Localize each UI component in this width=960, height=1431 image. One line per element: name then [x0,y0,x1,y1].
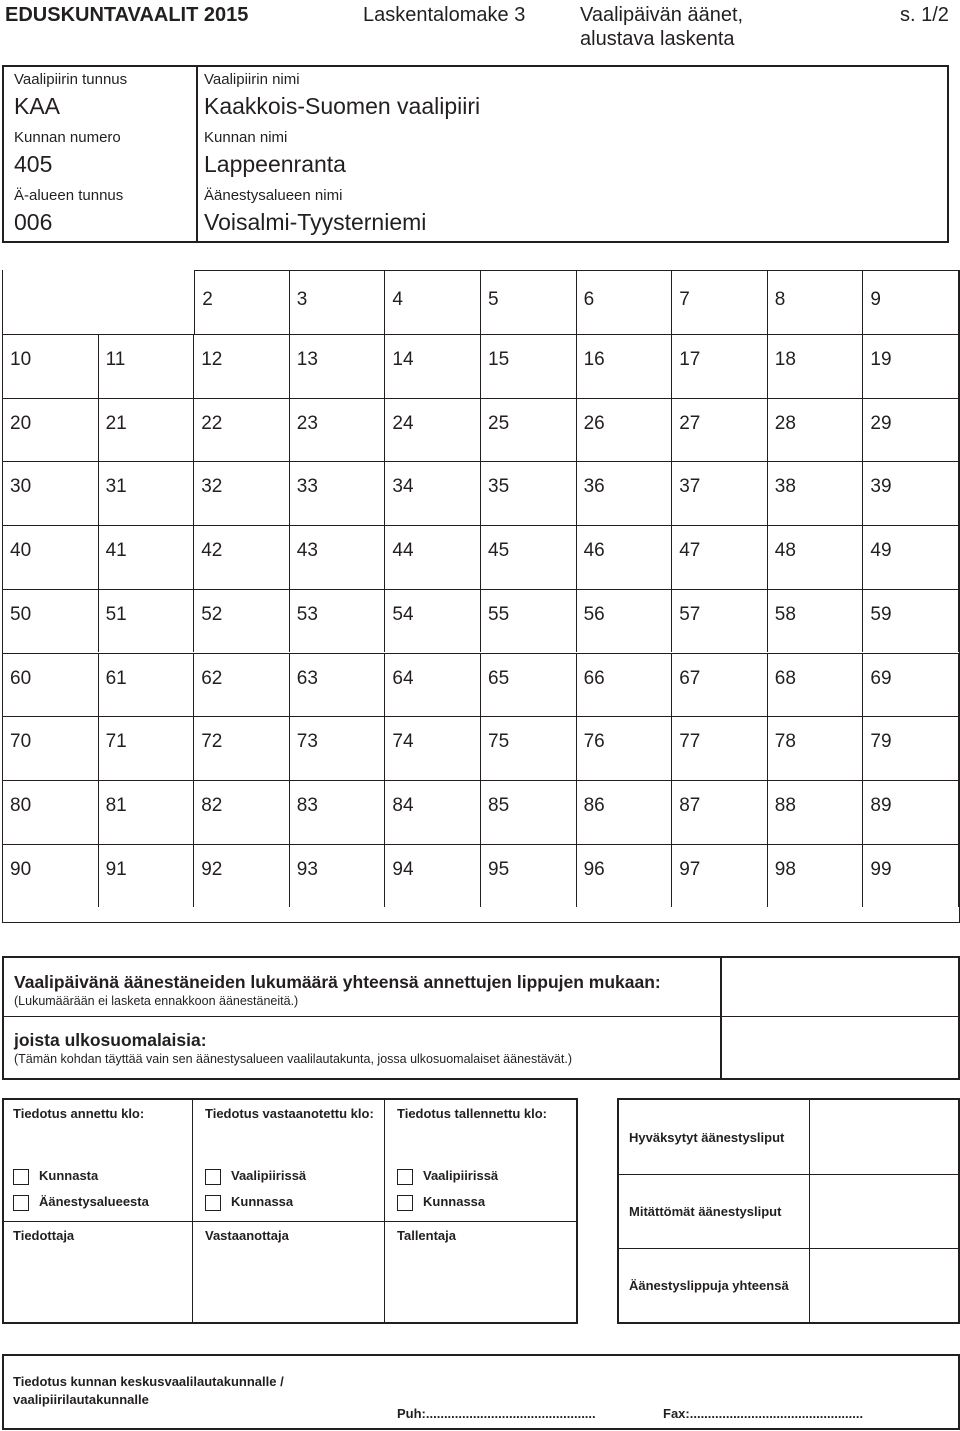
notice-box [2,1098,578,1324]
grid-cell[interactable]: 45 [481,525,577,589]
municipality-name: Lappeenranta [204,151,346,177]
grid-cell[interactable]: 30 [3,461,99,525]
district-code-label: Vaalipiirin tunnus [14,71,128,88]
grid-cell[interactable]: 61 [99,653,195,717]
save-option-municipality-label: Kunnassa [423,1194,486,1209]
area-name: Voisalmi-Tyysterniemi [204,209,427,235]
footer-line2: vaalipiirilautakunnalle [13,1392,149,1407]
grid-cell[interactable]: 47 [672,525,768,589]
grid-cell[interactable]: 9 [863,270,959,334]
grid-cell[interactable]: 44 [385,525,481,589]
sent-option-municipality[interactable] [13,1168,98,1185]
grid-cell[interactable]: 12 [194,334,290,398]
grid-cell[interactable]: 92 [194,844,290,908]
district-code: KAA [14,93,61,119]
ballots-div-1 [619,1174,958,1175]
notice-sep-1 [192,1100,193,1322]
municipality-name-label: Kunnan nimi [204,129,288,146]
municipality-no: 405 [14,151,53,177]
grid-cell[interactable]: 65 [481,653,577,717]
grid-cell[interactable]: 73 [290,716,386,780]
grid-cell[interactable]: 96 [577,844,673,908]
form-name: Laskentalomake 3 [363,4,526,26]
page-number: s. 1/2 [900,4,949,26]
grid-cell[interactable]: 25 [481,398,577,462]
recv-option-municipality[interactable] [205,1194,293,1211]
grid-cell[interactable]: 75 [481,716,577,780]
grid-cell[interactable]: 60 [3,653,99,717]
grid-cell[interactable]: 6 [577,270,673,334]
grid-cell[interactable]: 83 [290,780,386,844]
sent-option-municipality-label: Kunnasta [39,1168,99,1183]
grid-cell[interactable]: 43 [290,525,386,589]
grid-cell[interactable]: 81 [99,780,195,844]
grid-cell[interactable]: 76 [577,716,673,780]
grid-cell[interactable]: 64 [385,653,481,717]
grid-cell[interactable]: 41 [99,525,195,589]
notice-divider [4,1221,576,1222]
grid-cell[interactable]: 72 [194,716,290,780]
grid-cell[interactable]: 90 [3,844,99,908]
grid-cell[interactable]: 15 [481,334,577,398]
grid-cell[interactable]: 33 [290,461,386,525]
id-separator [196,67,198,241]
grid-cell[interactable]: 66 [577,653,673,717]
grid-cell[interactable]: 70 [3,716,99,780]
grid-cell[interactable]: 23 [290,398,386,462]
district-name: Kaakkois-Suomen vaalipiiri [204,93,481,119]
grid-cell[interactable]: 34 [385,461,481,525]
abroad-voters-field[interactable] [724,1020,954,1072]
grid-cell[interactable]: 63 [290,653,386,717]
grid-cell[interactable]: 68 [768,653,864,717]
grid-cell[interactable]: 14 [385,334,481,398]
saved-time-label: Tiedotus tallennettu klo: [397,1106,547,1121]
ballots-box [617,1098,960,1324]
grid-cell[interactable]: 21 [99,398,195,462]
grid-cell[interactable]: 57 [672,589,768,653]
grid-cell[interactable]: 82 [194,780,290,844]
grid-cell[interactable]: 56 [577,589,673,653]
grid-cell[interactable]: 91 [99,844,195,908]
sender-label: Tiedottaja [13,1228,75,1243]
grid-cell[interactable]: 40 [3,525,99,589]
saver-label: Tallentaja [397,1228,457,1243]
form-title-line1: Vaalipäivän äänet, [580,4,744,26]
grid-cell[interactable]: 52 [194,589,290,653]
grid-cell[interactable]: 20 [3,398,99,462]
grid-cell[interactable]: 8 [768,270,864,334]
sent-option-area-label: Äänestysalueesta [39,1194,149,1209]
grid-cell[interactable]: 59 [863,589,959,653]
grid-cell[interactable]: 50 [3,589,99,653]
grid-cell[interactable]: 49 [863,525,959,589]
grid-cell[interactable]: 97 [672,844,768,908]
notice-sep-2 [384,1100,385,1322]
grid-cell[interactable]: 51 [99,589,195,653]
ballots-div-2 [619,1248,958,1249]
checkbox-icon[interactable] [13,1169,29,1185]
grid-cell[interactable]: 86 [577,780,673,844]
area-code-label: Ä-alueen tunnus [14,187,124,204]
grid-cell[interactable]: 54 [385,589,481,653]
grid-cell[interactable]: 39 [863,461,959,525]
grid-cell[interactable]: 26 [577,398,673,462]
recv-option-district[interactable] [205,1168,306,1185]
grid-cell[interactable]: 13 [290,334,386,398]
grid-cell[interactable]: 77 [672,716,768,780]
grid-cell[interactable]: 53 [290,589,386,653]
grid-cell[interactable]: 93 [290,844,386,908]
grid-cell[interactable]: 95 [481,844,577,908]
save-option-district[interactable] [397,1168,498,1185]
grid-cell[interactable]: 79 [863,716,959,780]
area-code: 006 [14,209,53,235]
grid-cell[interactable]: 48 [768,525,864,589]
grid-cell[interactable]: 42 [194,525,290,589]
sent-option-area[interactable] [13,1194,149,1211]
grid-cell[interactable]: 78 [768,716,864,780]
accepted-ballots-label: Hyväksytyt äänestysliput [629,1130,785,1145]
checkbox-icon[interactable] [205,1169,221,1185]
sent-time-label: Tiedotus annettu klo: [13,1106,145,1121]
footer-line1: Tiedotus kunnan keskusvaalilautakunnalle / [13,1374,284,1389]
ballots-sep [809,1100,810,1322]
election-title: EDUSKUNTAVAALIT 2015 [5,4,249,26]
grid-cell[interactable]: 11 [99,334,195,398]
grid-cell[interactable]: 94 [385,844,481,908]
grid-cell[interactable]: 69 [863,653,959,717]
abroad-voters-note: (Tämän kohdan täyttää vain sen äänestysalueen vaalilautakunta, jossa ulkosuomalaiset äänestävät.) [14,1052,572,1066]
grid-cell[interactable]: 84 [385,780,481,844]
total-ballots-label: Äänestyslippuja yhteensä [629,1278,789,1293]
grid-cell[interactable]: 27 [672,398,768,462]
fax-field[interactable]: Fax:................................................ [663,1406,864,1421]
grid-cell[interactable]: 80 [3,780,99,844]
votes-separator [720,958,722,1078]
grid-cell[interactable]: 18 [768,334,864,398]
grid-cell[interactable]: 16 [577,334,673,398]
grid-cell[interactable]: 46 [577,525,673,589]
grid-cell[interactable]: 35 [481,461,577,525]
recv-option-district-label: Vaalipiirissä [231,1168,307,1183]
grid-cell[interactable]: 89 [863,780,959,844]
votes-divider [4,1016,958,1017]
grid-cell[interactable]: 87 [672,780,768,844]
checkbox-icon[interactable] [397,1169,413,1185]
grid-cell[interactable]: 31 [99,461,195,525]
grid-cell[interactable]: 74 [385,716,481,780]
grid-cell[interactable]: 58 [768,589,864,653]
grid-cell[interactable]: 67 [672,653,768,717]
footer-box [2,1354,960,1430]
grid-cell[interactable]: 85 [481,780,577,844]
grid-cell[interactable]: 3 [290,270,386,334]
grid-cell[interactable]: 38 [768,461,864,525]
grid-cell[interactable]: 22 [194,398,290,462]
total-voters-label: Vaalipäivänä äänestäneiden lukumäärä yhteensä annettujen lippujen mukaan: [14,972,661,992]
abroad-voters-label: joista ulkosuomalaisia: [14,1030,207,1050]
save-option-municipality[interactable] [397,1194,485,1211]
grid-cell[interactable]: 7 [672,270,768,334]
received-time-label: Tiedotus vastaanotettu klo: [205,1106,374,1121]
grid-cell[interactable]: 28 [768,398,864,462]
checkbox-icon[interactable] [205,1195,221,1211]
grid-cell[interactable]: 98 [768,844,864,908]
total-voters-field[interactable] [724,962,954,1012]
district-name-label: Vaalipiirin nimi [204,71,300,88]
votes-box [2,956,960,1080]
grid-cell[interactable]: 2 [194,270,290,334]
grid-cell[interactable]: 5 [481,270,577,334]
phone-field[interactable]: Puh:............................................... [397,1406,596,1421]
grid-cell[interactable]: 10 [3,334,99,398]
grid-cell[interactable]: 17 [672,334,768,398]
grid-cell[interactable]: 36 [577,461,673,525]
receiver-label: Vastaanottaja [205,1228,289,1243]
recv-option-municipality-label: Kunnassa [231,1194,294,1209]
area-name-label: Äänestysalueen nimi [204,187,343,204]
total-voters-note: (Lukumäärään ei lasketa ennakkoon äänestäneitä.) [14,994,299,1008]
grid-cell[interactable]: 71 [99,716,195,780]
grid-cell[interactable]: 32 [194,461,290,525]
identification-box [2,65,949,243]
grid-cell[interactable]: 88 [768,780,864,844]
grid-cell[interactable]: 99 [863,844,959,908]
invalid-ballots-label: Mitättömät äänestysliput [629,1204,782,1219]
grid-cell[interactable]: 55 [481,589,577,653]
grid-cell[interactable]: 4 [385,270,481,334]
save-option-district-label: Vaalipiirissä [423,1168,499,1183]
form-title-line2: alustava laskenta [580,28,735,50]
candidate-number-grid [2,270,960,923]
checkbox-icon[interactable] [397,1195,413,1211]
grid-cell[interactable]: 19 [863,334,959,398]
grid-cell[interactable]: 24 [385,398,481,462]
grid-cell[interactable]: 62 [194,653,290,717]
grid-cell[interactable]: 37 [672,461,768,525]
checkbox-icon[interactable] [13,1195,29,1211]
grid-cell[interactable]: 29 [863,398,959,462]
municipality-no-label: Kunnan numero [14,129,121,146]
